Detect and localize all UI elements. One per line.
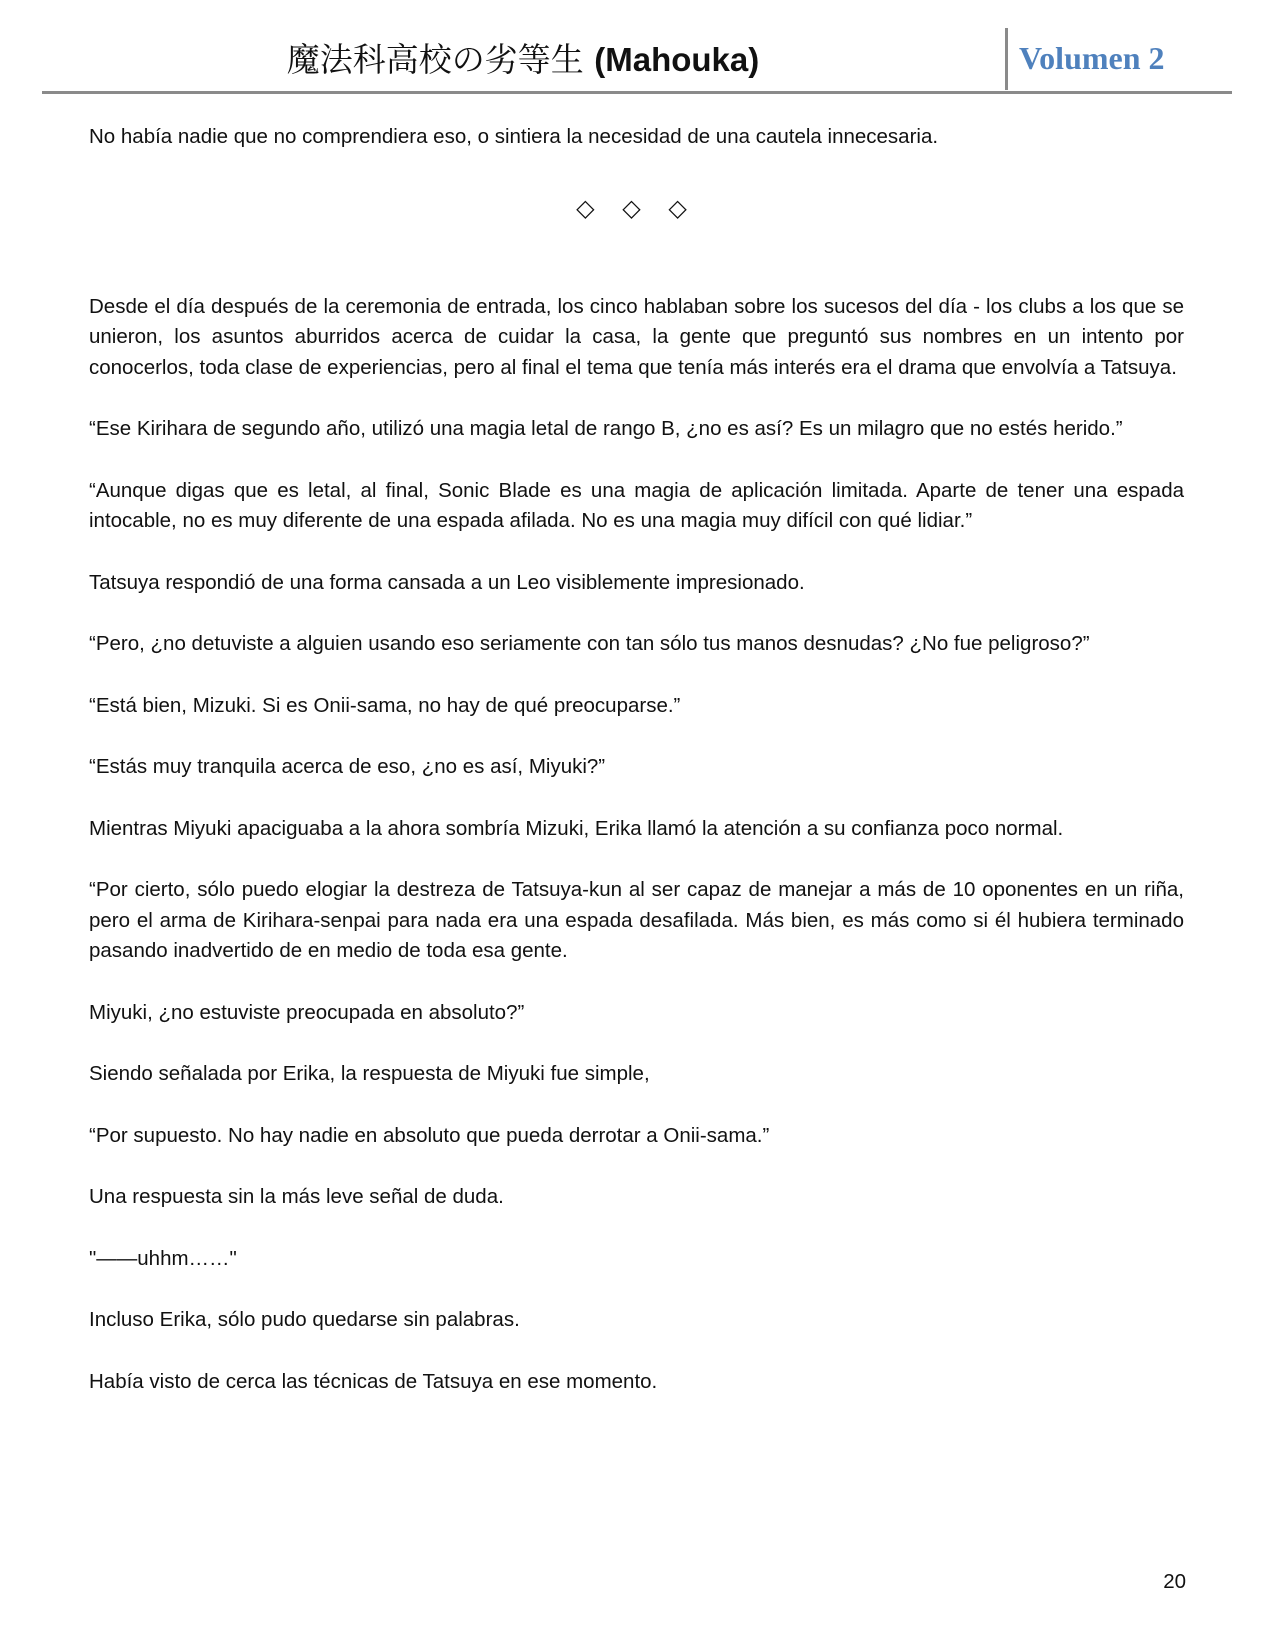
page-header: [42, 28, 1232, 92]
paragraph: “Pero, ¿no detuviste a alguien usando eso seriamente con tan sólo tus manos desnudas? ¿No fue peligroso?”: [89, 632, 1090, 655]
page-body: [89, 122, 1184, 1428]
paragraph: Desde el día después de la ceremonia de entrada, los cinco hablaban sobre los sucesos del día - los clubs a los que se unieron, los asuntos aburridos acerca de cuidar la casa, la gente que preguntó sus nombres en un intento por conocerlos, toda clase de experiencias, pero al final el tema que tenía más interés era el drama que envolvía a Tatsuya.: [89, 294, 1184, 379]
paragraph: “Por supuesto. No hay nadie en absoluto que pueda derrotar a Onii-sama.”: [89, 1123, 770, 1147]
paragraph: Una respuesta sin la más leve señal de duda.: [89, 1185, 504, 1208]
volume-label: Volumen 2: [1019, 40, 1165, 76]
page-number: 20: [1163, 1570, 1186, 1593]
paragraph: Siendo señalada por Erika, la respuesta de Miyuki fue simple,: [89, 1062, 650, 1085]
header-rule: [42, 91, 1232, 94]
book-title: [42, 38, 1004, 82]
paragraph: “Ese Kirihara de segundo año, utilizó una magia letal de rango B, ¿no es así? Es un milagro que no estés herido.”: [89, 417, 1123, 440]
scene-break: ◇ ◇ ◇: [576, 193, 697, 222]
paragraph: No había nadie que no comprendiera eso, o sintiera la necesidad de una cautela innecesaria.: [89, 125, 939, 148]
paragraph: "——uhhm……": [89, 1246, 237, 1270]
paragraph: “Por cierto, sólo puedo elogiar la destreza de Tatsuya-kun al ser capaz de manejar a más de 10 oponentes en un riña, pero el arma de Kirihara-senpai para nada era una espada desafilada. Más bien, es más como si él hubiera terminado pasando inadvertido de en medio de toda esa gente.: [89, 878, 1184, 962]
paragraph: Miyuki, ¿no estuviste preocupada en absoluto?”: [89, 1000, 525, 1024]
paragraph: Incluso Erika, sólo pudo quedarse sin palabras.: [89, 1308, 520, 1331]
paragraph: Mientras Miyuki apaciguaba a la ahora sombría Mizuki, Erika llamó la atención a su confianza poco normal.: [89, 816, 1064, 840]
book-title-japanese: 魔法科高校の劣等生: [286, 40, 584, 79]
paragraph: “Aunque digas que es letal, al final, Sonic Blade es una magia de aplicación limitada. Aparte de tener una espada intocable, no es muy diferente de una espada afilada. No es una magia muy difícil con qué lidiar.”: [89, 478, 1184, 532]
paragraph: “Está bien, Mizuki. Si es Onii-sama, no hay de qué preocuparse.”: [89, 693, 681, 717]
paragraph: Había visto de cerca las técnicas de Tatsuya en ese momento.: [89, 1369, 658, 1393]
book-title-latin: (Mahouka): [594, 41, 760, 78]
paragraph: “Estás muy tranquila acerca de eso, ¿no es así, Miyuki?”: [89, 755, 606, 778]
paragraph: Tatsuya respondió de una forma cansada a un Leo visiblemente impresionado.: [89, 570, 805, 594]
header-divider: [1005, 28, 1008, 90]
